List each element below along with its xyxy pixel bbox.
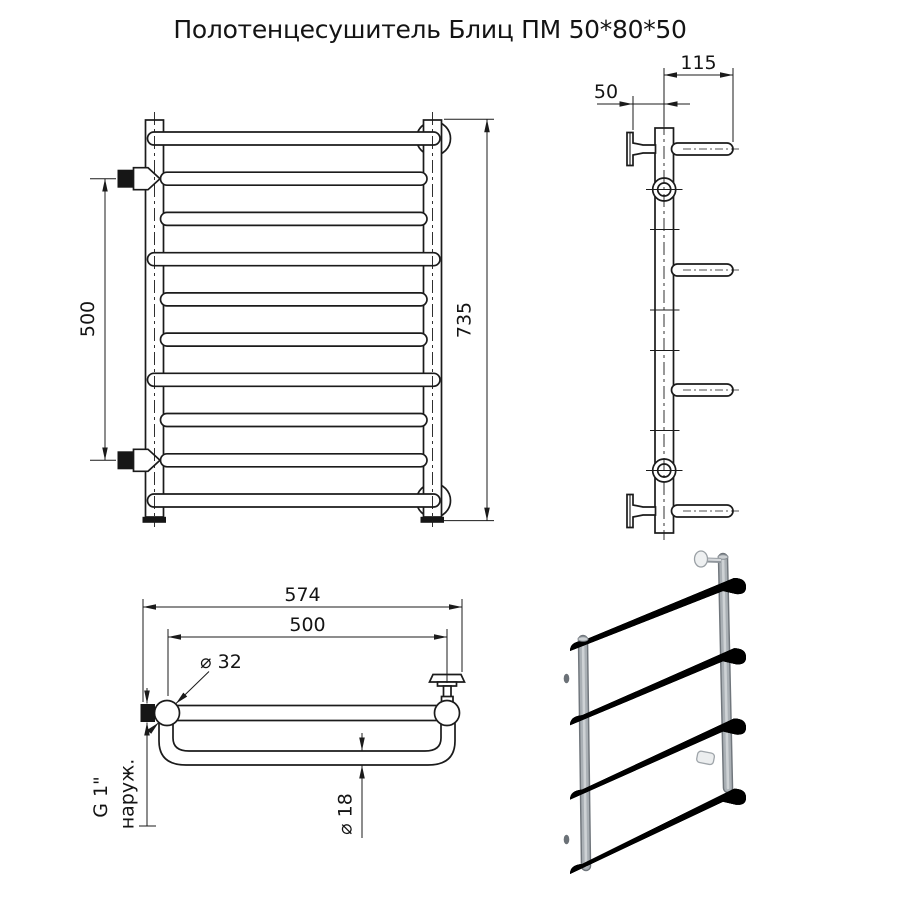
rung-bar-short — [161, 172, 428, 185]
rung-bar-short — [161, 293, 428, 306]
thread-fitting — [141, 704, 156, 722]
thread-note-text: наруж. — [116, 758, 139, 830]
rung-bar-short — [161, 333, 428, 346]
dimension-wall-offset — [594, 81, 690, 130]
dim-text-depth: 115 — [680, 52, 717, 74]
wall-bracket-bottom — [627, 495, 656, 528]
post-cap — [578, 637, 588, 642]
top-view — [90, 584, 465, 838]
dimension-connector-spacing — [77, 179, 116, 461]
dim-text-rail-axis-spacing: 500 — [289, 614, 326, 636]
rung-bar-short — [161, 414, 428, 427]
dim-text-wall-offset: 50 — [593, 81, 619, 103]
rung-bar-long — [148, 132, 441, 145]
rung-bar-short — [161, 212, 428, 225]
bracket-stub-cap — [564, 835, 570, 845]
dim-text-overall-height: 735 — [453, 301, 476, 339]
rung-bar-long — [148, 494, 441, 507]
side-view — [594, 52, 741, 540]
collector-left-plan — [155, 701, 180, 726]
rung-bar-short — [161, 454, 428, 467]
dimension-overall-width — [143, 584, 462, 702]
dimension-tube-diameter — [335, 733, 363, 838]
bracket-stub-cap — [564, 674, 570, 684]
thread-size-text: G 1" — [90, 776, 112, 818]
drawing-title: Полотенцесушитель Блиц ПМ 50*80*50 — [173, 15, 687, 44]
connector-fitting-3d — [696, 751, 715, 766]
posts-3d — [583, 558, 728, 866]
dim-text-connector-spacing: 500 — [77, 300, 99, 338]
rung-bar-long — [148, 253, 441, 266]
rung-bar-long — [148, 373, 441, 386]
rung-straight-plan — [167, 706, 447, 721]
dim-text-tube-diameter: ⌀ 18 — [334, 793, 357, 835]
dimension-overall-height — [444, 119, 494, 520]
wall-bracket-top — [627, 133, 656, 166]
wall-bracket-3d — [695, 551, 722, 567]
dim-text-overall-width: 574 — [284, 584, 321, 606]
collector-right-plan — [435, 701, 460, 726]
front-view — [77, 112, 494, 527]
render-3d — [564, 551, 746, 874]
dim-text-collector-diameter: ⌀ 32 — [200, 651, 242, 673]
